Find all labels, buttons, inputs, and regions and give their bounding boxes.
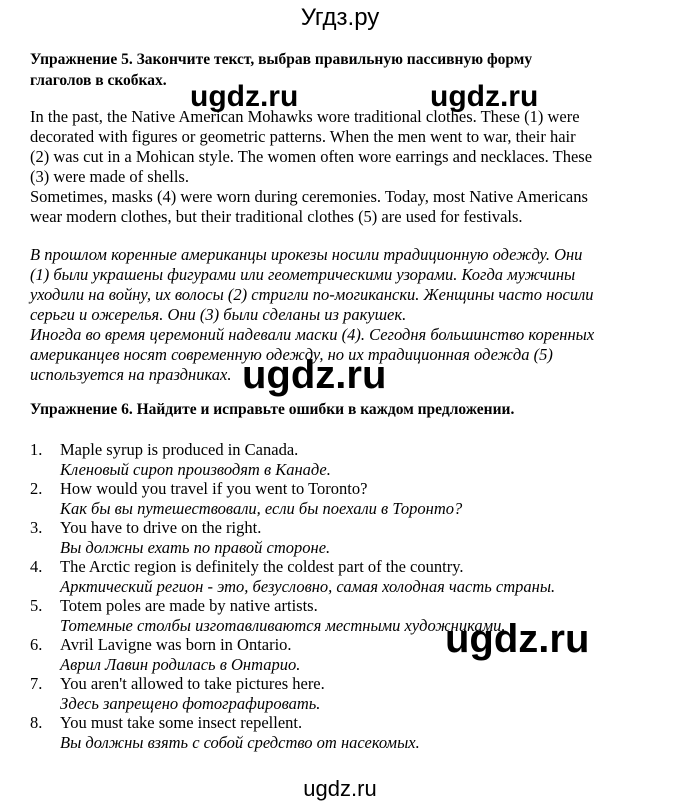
item-number: 8. [30, 713, 43, 732]
item-translation: Вы должны ехать по правой стороне. [60, 538, 331, 557]
watermark: ugdz.ru [445, 617, 590, 661]
item-english: Avril Lavigne was born in Ontario. [60, 635, 292, 654]
text-line: (1) были украшены фигурами или геометрическими узорами. Когда мужчины [30, 265, 576, 284]
text-line: В прошлом коренные американцы ирокезы носили традиционную одежду. Они [30, 245, 583, 264]
item-number: 5. [30, 596, 43, 615]
item-translation: Как бы вы путешествовали, если бы поехали в Торонто? [60, 499, 463, 518]
item-number: 1. [30, 440, 43, 459]
item-english: You have to drive on the right. [60, 518, 262, 537]
site-header: Угдз.ру [300, 4, 380, 31]
footer-site: ugdz.ru [303, 776, 377, 801]
item-english: How would you travel if you went to Toronto? [60, 479, 368, 498]
watermark: ugdz.ru [242, 353, 387, 397]
exercise-6-title: Упражнение 6. Найдите и исправьте ошибки в каждом предложении. [30, 401, 515, 418]
item-number: 7. [30, 674, 43, 693]
watermark: ugdz.ru [190, 80, 299, 113]
text-line: американцев носят современную одежду, но их традиционная одежда (5) [30, 345, 553, 364]
watermark: ugdz.ru [430, 80, 539, 113]
item-translation: Здесь запрещено фотографировать. [60, 694, 321, 713]
item-number: 3. [30, 518, 43, 537]
item-english: You aren't allowed to take pictures here. [60, 674, 325, 693]
text-line: серьги и ожерелья. Они (3) были сделаны из ракушек. [30, 305, 407, 324]
text-line: (2) was cut in a Mohican style. The women often wore earrings and necklaces. These [30, 147, 593, 166]
text-line: decorated with figures or geometric patterns. When the men went to war, their hair [30, 127, 576, 146]
text-line: (3) were made of shells. [30, 167, 189, 186]
text-line: Sometimes, masks (4) were worn during ceremonies. Today, most Native Americans [30, 187, 588, 206]
item-english: Totem poles are made by native artists. [60, 596, 318, 615]
item-translation: Вы должны взять с собой средство от насекомых. [60, 733, 420, 752]
item-english: The Arctic region is definitely the coldest part of the country. [60, 557, 464, 576]
exercise-5-english-text [30, 107, 670, 227]
exercise-5-title-line: Упражнение 5. Закончите текст, выбрав правильную пассивную форму [30, 51, 533, 68]
text-line: уходили на войну, их волосы (2) стригли по-могикански. Женщины часто носили [30, 285, 594, 304]
text-line: In the past, the Native American Mohawks wore traditional clothes. These (1) were [30, 107, 580, 126]
item-translation: Арктический регион - это, безусловно, самая холодная часть страны. [60, 577, 556, 596]
item-translation: Тотемные столбы изготавливаются местными художниками. [60, 616, 506, 635]
item-number: 4. [30, 557, 43, 576]
item-english: Maple syrup is produced in Canada. [60, 440, 299, 459]
text-line: используется на праздниках. [30, 365, 232, 384]
exercise-5-title-line: глаголов в скобках. [30, 72, 167, 89]
text-line: wear modern clothes, but their traditional clothes (5) are used for festivals. [30, 207, 523, 226]
text-line: Иногда во время церемоний надевали маски (4). Сегодня большинство коренных [30, 325, 595, 344]
item-number: 2. [30, 479, 43, 498]
item-translation: Кленовый сироп производят в Канаде. [60, 460, 331, 479]
item-english: You must take some insect repellent. [60, 713, 303, 732]
item-translation: Аврил Лавин родилась в Онтарио. [60, 655, 301, 674]
exercise-5-title [30, 49, 660, 91]
item-number: 6. [30, 635, 43, 654]
